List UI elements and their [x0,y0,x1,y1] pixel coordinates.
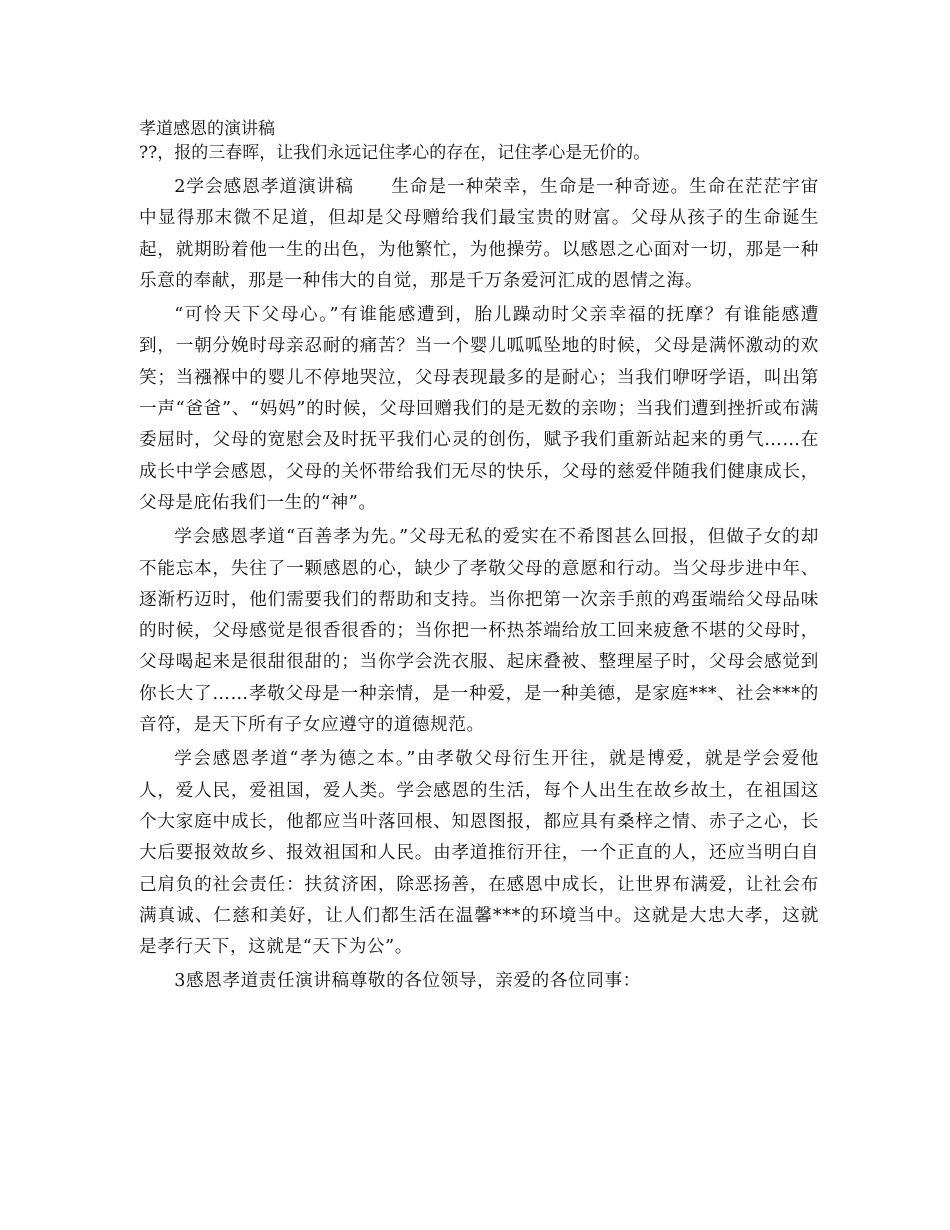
document-title: 孝道感恩的演讲稿 [139,119,275,139]
paragraph-1: 2学会感恩孝道演讲稿 生命是一种荣幸，生命是一种奇迹。生命在茫茫宇宙中显得那末微不足道，但却是父母赠给我们最宝贵的财富。父母从孩子的生命诞生起，就期盼着他一生的出色，为他繁忙，为他操劳。以感恩之心面对一切，那是一种乐意的奉献，那是一种伟大的自觉，那是千万条爱河汇成的恩情之海。 [139,177,819,291]
paragraph-2: “可怜天下父母心。”有谁能感遭到，胎儿躁动时父亲幸福的抚摩？有谁能感遭到，一朝分娩时母亲忍耐的痛苦？当一个婴儿呱呱坠地的时候，父母是满怀激动的欢笑；当襁褓中的婴儿不停地哭泣，父母表现最多的是耐心；当我们咿呀学语，叫出第一声“爸爸”、“妈妈”的时候，父母回赠我们的是无数的亲吻；当我们遭到挫折或布满委屈时，父母的宽慰会及时抚平我们心灵的创伤，赋予我们重新站起来的勇气……在成长中学会感恩，父母的关怀带给我们无尽的快乐，父母的慈爱伴随我们健康成长，父母是庇佑我们一生的“神”。 [139,305,819,513]
paragraph-3: 学会感恩孝道“百善孝为先。”父母无私的爱实在不希图甚么回报，但做子女的却不能忘本，失往了一颗感恩的心，缺少了孝敬父母的意愿和行动。当父母步进中年、逐渐朽迈时，他们需要我们的帮助和支持。当你把第一次亲手煎的鸡蛋端给父母品味的时候，父母感觉是很香很香的；当你把一杯热茶端给放工回来疲惫不堪的父母时，父母喝起来是很甜很甜的；当你学会洗衣服、起床叠被、整理屋子时，父母会感觉到你长大了……孝敬父母是一种亲情，是一种爱，是一种美德，是家庭***、社会***的音符，是天下所有子女应遵守的道德规范。 [139,527,819,736]
paragraph-5: 3感恩孝道责任演讲稿尊敬的各位领导，亲爱的各位同事： [174,971,641,992]
paragraph-4: 学会感恩孝道“孝为德之本。”由孝敬父母衍生开往，就是博爱，就是学会爱他人，爱人民，爱祖国，爱人类。学会感恩的生活，每个人出生在故乡故土，在祖国这个大家庭中成长，他都应当叶落回根、知恩图报，都应具有桑梓之情、赤子之心，长大后要报效故乡、报效祖国和人民。由孝道推衍开往，一个正直的人，还应当明白自己肩负的社会责任：扶贫济困，除恶扬善，在感恩中成长，让世界布满爱，让社会布满真诚、仁慈和美好，让人们都生活在温馨***的环境当中。这就是大忠大孝，这就是孝行天下，这就是“天下为公”。 [139,749,819,958]
intro-line: ??，报的三春晖，让我们永远记住孝心的存在，记住孝心是无价的。 [139,143,651,163]
document-page [139,117,819,998]
